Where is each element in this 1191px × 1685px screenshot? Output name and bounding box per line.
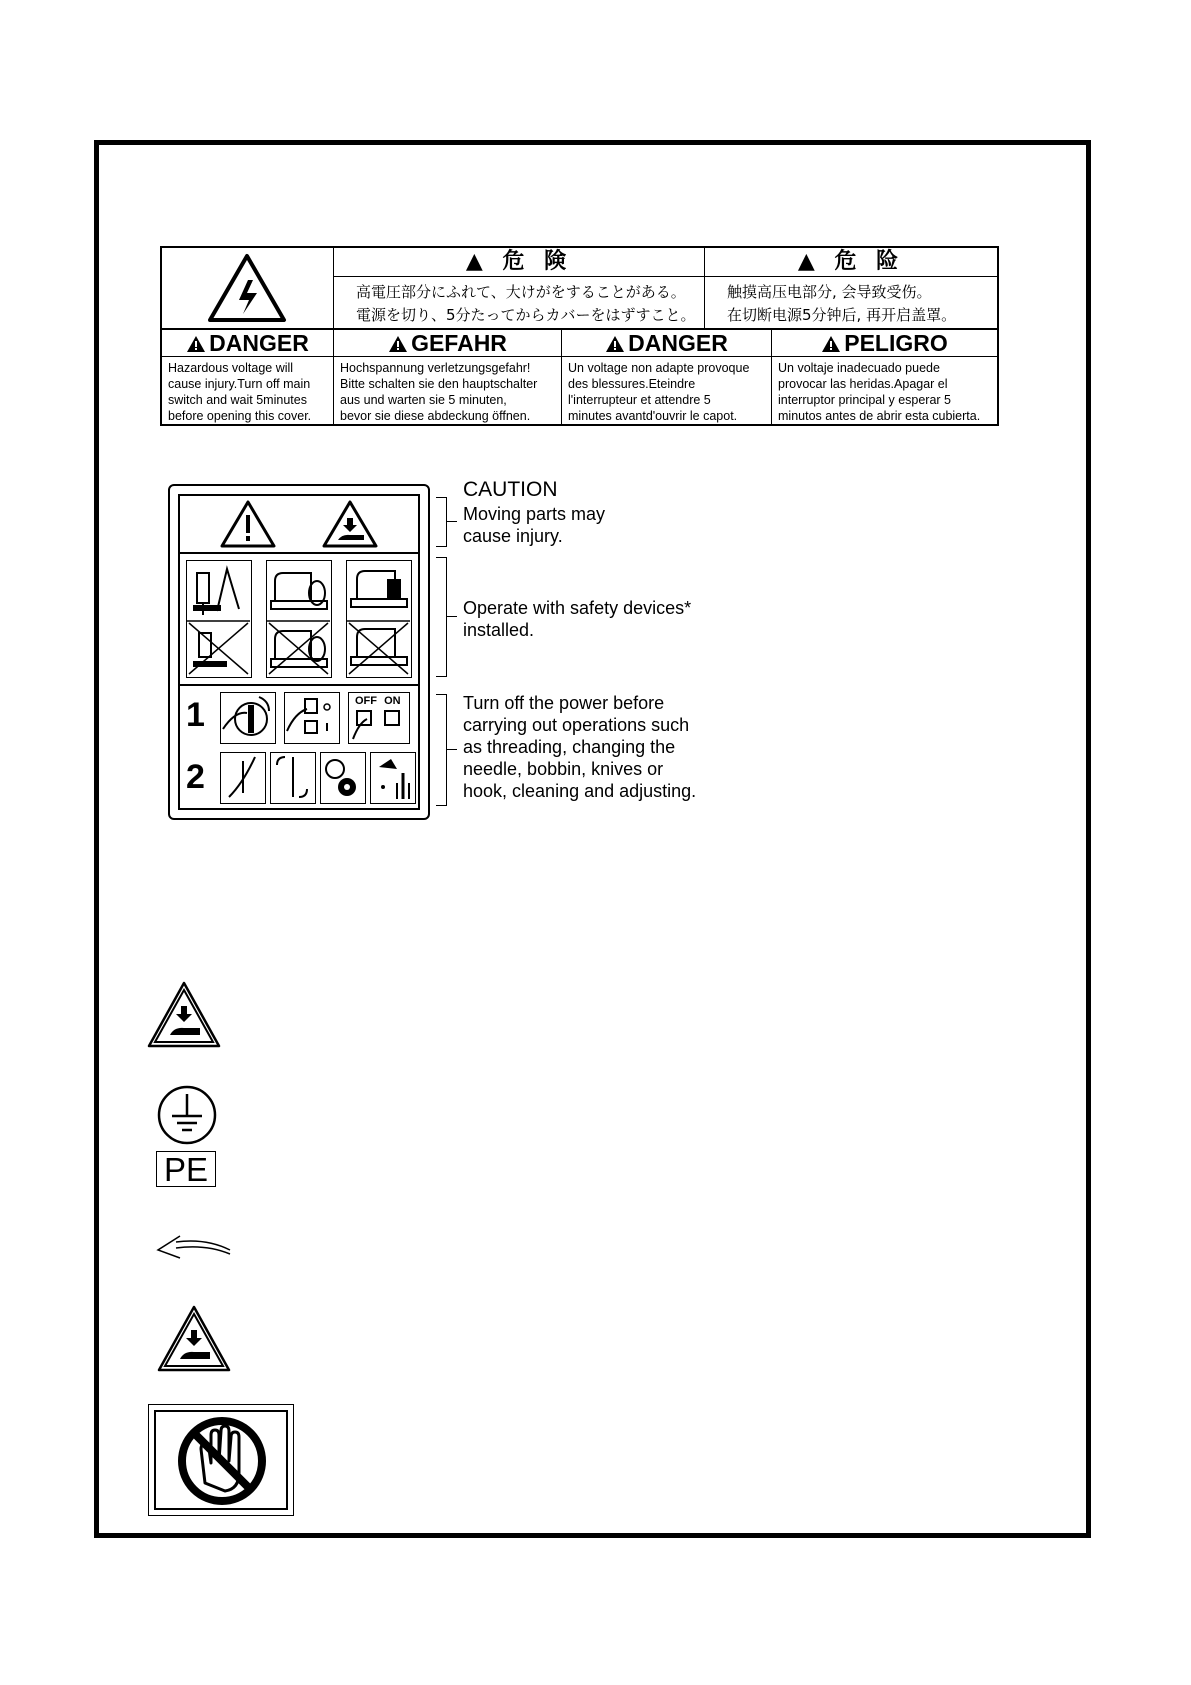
caution-line: Operate with safety devices* [463, 598, 692, 618]
bracket-tick [447, 521, 457, 522]
caution-line: needle, bobbin, knives or [463, 759, 664, 779]
switch-on-label: ON [384, 695, 401, 707]
bobbin-change-pictogram [320, 752, 366, 804]
warning-triangle-icon: ▲ [797, 249, 821, 274]
warning-triangle-icon [388, 332, 408, 358]
rotary-switch-pictogram [220, 692, 276, 744]
off-on-switch-pictogram [348, 692, 410, 744]
warning-triangle-icon [186, 332, 206, 358]
column-heading: GEFAHR [411, 330, 507, 356]
caution-line: installed. [463, 620, 535, 640]
cleaning-pictogram [370, 752, 416, 804]
column-heading: DANGER [209, 330, 309, 356]
caution-text-3 [463, 692, 696, 802]
peligro-es-column [772, 330, 997, 426]
warning-triangle-icon: ▲ [465, 249, 489, 274]
pe-label: PE [156, 1151, 216, 1187]
needle-guard-pictogram [186, 560, 252, 678]
caution-title: CAUTION [463, 478, 558, 501]
column-line: l'interrupteur et attendre 5 [568, 393, 711, 407]
column-line: Hochspannung verletzungsgefahr! [340, 361, 531, 375]
step-number: 1 [186, 696, 205, 734]
jp-heading: 危 険 [502, 249, 573, 274]
warning-triangle-icon [605, 332, 625, 358]
threading-pictogram [220, 752, 266, 804]
column-line: minutes avantd'ouvrir le capot. [568, 409, 738, 423]
japanese-warning [334, 248, 705, 328]
chinese-warning [705, 248, 997, 328]
caution-text-1 [463, 503, 605, 547]
bracket [436, 557, 447, 677]
column-line: switch and wait 5minutes [168, 393, 307, 407]
column-line: provocar las heridas.Apagar el [778, 377, 948, 391]
high-voltage-icon [162, 248, 334, 328]
caution-text-2 [463, 597, 691, 641]
needle-change-pictogram [270, 752, 316, 804]
caution-label [168, 484, 430, 820]
switch-off-label: OFF [355, 695, 377, 707]
danger-label [160, 246, 999, 426]
cn-line: 在切断电源5分钟后, 再开启盖罩。 [727, 306, 957, 324]
column-line: Hazardous voltage will [168, 361, 294, 375]
bracket [436, 694, 447, 806]
column-heading: PELIGRO [844, 330, 948, 356]
jp-line: 高電圧部分にふれて、大けがをすることがある。 [356, 283, 686, 301]
column-line: des blessures.Eteindre [568, 377, 696, 391]
caution-line: as threading, changing the [463, 737, 676, 757]
step-number: 2 [186, 758, 205, 796]
caution-line: Moving parts may [463, 504, 606, 524]
hand-crush-warning-icon-2 [156, 1304, 232, 1379]
cn-heading: 危 险 [834, 249, 905, 274]
gefahr-de-column [334, 330, 562, 426]
column-heading: DANGER [628, 330, 728, 356]
column-line: Un voltage non adapte provoque [568, 361, 750, 375]
power-off-pictograms [180, 686, 418, 808]
protective-earth-icon [156, 1084, 218, 1151]
caution-line: Turn off the power before [463, 693, 665, 713]
warning-triangle-icon [821, 332, 841, 358]
column-line: Bitte schalten sie den hauptschalter [340, 377, 538, 391]
cn-line: 触摸高压电部分, 会导致受伤。 [727, 283, 932, 301]
column-line: bevor sie diese abdeckung öffnen. [340, 409, 531, 423]
caution-line: cause injury. [463, 526, 563, 546]
danger-fr-column [562, 330, 772, 426]
no-touch-icon [148, 1404, 294, 1516]
column-line: aus und warten sie 5 minuten, [340, 393, 507, 407]
direction-arrow-icon [156, 1232, 232, 1273]
column-line: Un voltaje inadecuado puede [778, 361, 940, 375]
column-line: cause injury.Turn off main [168, 377, 311, 391]
column-line: before opening this cover. [168, 409, 312, 423]
caution-triangles [180, 496, 418, 554]
bracket-tick [447, 616, 457, 617]
pulley-cover-pictogram [346, 560, 412, 678]
caution-line: carrying out operations such [463, 715, 690, 735]
safety-devices-pictograms [180, 554, 418, 686]
bracket [436, 497, 447, 547]
hand-crush-warning-icon [146, 980, 222, 1055]
breaker-switch-pictogram [284, 692, 340, 744]
danger-en-column [162, 330, 334, 426]
bracket-tick [447, 749, 457, 750]
caution-line: hook, cleaning and adjusting. [463, 781, 697, 801]
jp-line: 電源を切り、5分たってからカバーをはずすこと。 [356, 306, 696, 324]
column-line: interruptor principal y esperar 5 [778, 393, 951, 407]
belt-cover-pictogram [266, 560, 332, 678]
column-line: minutos antes de abrir esta cubierta. [778, 409, 981, 423]
